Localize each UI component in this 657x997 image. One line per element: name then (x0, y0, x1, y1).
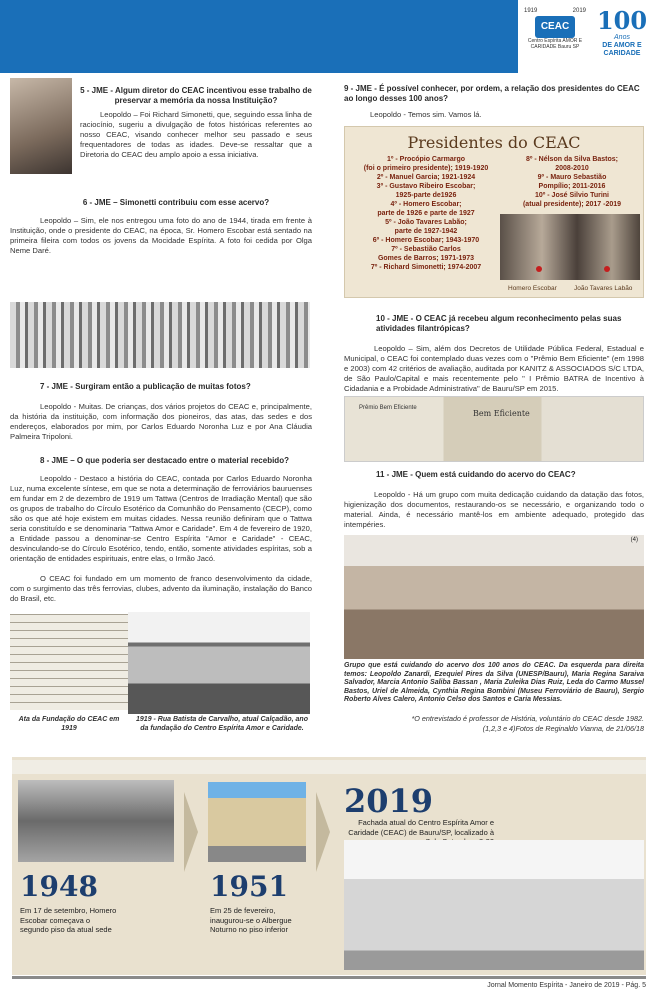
president-line: 6º - Homero Escobar; 1943-1970 (372, 237, 480, 244)
president-line: 7º - Sebastião Carlos (391, 246, 461, 253)
president-line: Gomes de Barros; 1971-1973 (377, 255, 475, 262)
answer-7: Leopoldo - Muitas. De crianças, dos vários projetos do CEAC e, principalmente, da história da instituição, com informação dos pioneiros, das atas, das sedes e dos endereços, elaborados por mim, por Carlos Eduardo Noronha Luz e por Ana Cláudia Palmeira Tripoloni. (10, 402, 312, 441)
president-line: 5º - João Tavares Labão; (385, 219, 467, 226)
portrait-photo (10, 78, 72, 174)
logo-year-start: 1919 (524, 8, 538, 14)
president-line: (atual presidente); 2017 -2019 (522, 201, 622, 208)
question-11: 11 - JME - Quem está cuidando do acervo do CEAC? (376, 470, 576, 479)
president-line: 3º - Gustavo Ribeiro Escobar; (376, 183, 476, 190)
anniversary-logo (590, 8, 654, 68)
marker-pin-icon (536, 266, 542, 272)
text-2019: Fachada atual do Centro Espírita Amor e Caridade (CEAC) de Bauru/SP, localizado à (348, 818, 494, 837)
footer-rule (12, 976, 646, 979)
answer-8b: O CEAC foi fundado em um momento de franco desenvolvimento da cidade, com o surgimento das três ferrovias, clubes, advento da iluminação, instalação do Banco do Brasil, etc. (10, 574, 312, 603)
answer-11: Leopoldo - Há um grupo com muita dedicação cuidando da datação das fotos, higienização dos documentos, restaurando-os se necessário, e organizando todo o material. Ainda, é necessário mantê-los em ambiente adequado, protegido das intempéries. (344, 490, 644, 529)
anniversary-number: 100 (596, 6, 648, 35)
presidents-title: Presidentes do CEAC (407, 133, 581, 152)
photo-credits: (1,2,3 e 4)Fotos de Reginaldo Vianna, de 21/06/18 (482, 724, 644, 733)
text-1948: Em 17 de setembro, Homero Escobar começava o segundo piso da atual sede (20, 906, 117, 934)
photo-2019-facade (344, 840, 644, 970)
timeline-arrow-icon (316, 792, 330, 872)
foundation-minutes-photo (10, 614, 132, 710)
presidents-photo-label-1: Homero Escobar (508, 285, 557, 292)
president-line: parte de 1927-1942 (394, 228, 458, 235)
answer-6: Leopoldo – Sim, ele nos entregou uma foto do ano de 1944, tirada em frente à Instituição, onde o presidente do CEAC, na época, Sr. Homero Escobar está sentado na primeira fileira com todos os jovens da Mocidade Espírita. A foto foi cedida por Olga Neme Daré. (10, 216, 312, 255)
plaque-1-label: Prêmio Bem Eficiente (359, 405, 417, 411)
logo-year-end: 2019 (572, 8, 586, 14)
timeline-arrow-icon (184, 792, 198, 872)
answer-9: Leopoldo - Temos sim. Vamos lá. (370, 110, 482, 119)
plaque-2-label: Bem Eficiente (473, 409, 530, 418)
question-7: 7 - JME - Surgiram então a publicação de muitas fotos? (40, 382, 251, 391)
year-1951: 1951 (210, 870, 288, 903)
president-line: 1925-parte de1926 (395, 192, 457, 199)
president-line: 2008-2010 (555, 165, 589, 172)
marker-pin-icon (604, 266, 610, 272)
question-6: 6 - JME – Simonetti contribuiu com esse acervo? (82, 198, 270, 207)
year-2019: 2019 (344, 782, 434, 820)
archive-team-photo (344, 535, 644, 659)
year-1948: 1948 (20, 870, 98, 903)
caption-street-1919: 1919 - Rua Batista de Carvalho, atual Calçadão, ano da fundação do Centro Espírita Amor e Caridade. (136, 716, 308, 732)
interviewee-note: *O entrevistado é professor de História, voluntário do CEAC desde 1982. (411, 714, 644, 723)
president-line: 1º - Procópio Carmargo (386, 156, 465, 163)
answer-10: Leopoldo – Sim, além dos Decretos de Utilidade Pública Federal, Estadual e Municipal, o CEAC foi contemplado duas vezes com o "Prêmio Bem Eficiente" (em 1998 e 2003) com 42 critérios de avaliação, auditada por KANITZ & ASSOCIADOS S/C LTDA, de São Paulo/Capital e mais recentemente pelo " I Prêmio BATRA de Incentivo à Cidadania e a Probidade Administrativa" de Bauru/SP em 2015. (344, 344, 644, 393)
presidents-photo-label-2: João Tavares Labão (574, 285, 633, 292)
logo-acronym: CEAC (535, 16, 575, 38)
street-photo-1919 (128, 612, 310, 714)
footer-text: Jornal Momento Espírita - Janeiro de 2019 - Pág. 5 (487, 982, 646, 989)
presidents-list-right (505, 155, 639, 209)
president-line: 2º - Manuel Garcia; 1921-1924 (376, 174, 476, 181)
answer-8a: Leopoldo - Destaco a história do CEAC, contada por Carlos Eduardo Noronha Luz, numa excelente síntese, em que se nota a determinação de ferroviários bauruenses em fundar em 2 de dezembro de 1919 um Tattwa (Centros de Irradiação Mental) que são os grupos de trabalho do Círculo Esotérico da Comunhão do Pensamento (CECP), como são os que até hoje existem em muitas cidades. Nessa reunião definiram que o Tattwa seria constituído e se denominaria "Tattwa Amor e Caridade". Em 4 de fevereiro de 1920, a Entidade passou a denominar-se Centro Espírita "Amor e Caridade" - CEAC, desvinculando-se do Círculo Esotérico, tendo, então, somente atividades espíritas, sob a orientação de entidades espirituais, entre elas, o Irmão Jacó. (10, 474, 312, 563)
president-line: 8º - Nélson da Silva Bastos; (525, 156, 619, 163)
answer-5: Leopoldo – Foi Richard Simonetti, que, seguindo essa linha de raciocínio, sugeriu a divulgação de fotos históricas referentes ao nosso CEAC, visando conhecer melhor seu passado e seus frequentadores de todas as idades. Deve-se ressaltar que a Diretoria do CEAC deu amplo apoio a essa iniciativa. (80, 110, 312, 159)
president-line: 7º - Richard Simonetti; 1974-2007 (370, 264, 482, 271)
caption-archive-team: Grupo que está cuidando do acervo dos 100 anos do CEAC. Da esquerda para direita temos: Leopoldo Zanardi, Ezequiel Pires da Silva (UNESP/Bauru), Maria Regina Saraiva Salvador, Marcia Antonio Saliba Bassan , Maria Zuleika Dias Ruiz, Leda do Carmo Mussel Bastos, Uriel de Almeida, Cynthia Regina Bombini (Museu Ferroviário de Bauru), Sergio Roberto Alves Calero, Antonio Celso dos Santos e Caria Messias. (344, 662, 644, 703)
president-line: (foi o primeiro presidente); 1919-1920 (363, 165, 489, 172)
president-line: 9º - Mauro Sebastião (537, 174, 607, 181)
president-line: 10º - José Silvio Turini (534, 192, 609, 199)
question-10: 10 - JME - O CEAC já recebeu algum reconhecimento pelas suas atividades filantrópicas? (376, 314, 622, 333)
question-8: 8 - JME – O que poderia ser destacado entre o material recebido? (40, 456, 289, 465)
logo-subtitle: Centro Espírita AMOR E CARIDADE Bauru SP (527, 38, 583, 50)
photo-1948 (18, 780, 174, 862)
president-line: Pompílio; 2011-2016 (538, 183, 606, 190)
question-9: 9 - JME - É possível conhecer, por ordem, a relação dos presidentes do CEAC ao longo desses 100 anos? (344, 84, 640, 103)
text-1951: Em 25 de fevereiro, inaugurou-se o Albergue Noturno no piso inferior (210, 906, 292, 934)
youth-group-photo-1944 (10, 302, 310, 368)
award-plaques-photo (344, 396, 644, 462)
anniversary-word: Anos (614, 34, 630, 41)
anniversary-subtitle: DE AMOR E CARIDADE (602, 42, 642, 57)
presidents-list-left (351, 155, 501, 272)
question-5: 5 - JME - Algum diretor do CEAC incentivou esse trabalho de preservar a memória da nossa Instituição? (80, 86, 312, 105)
photo-number: (4) (630, 537, 638, 543)
president-line: parte de 1926 e parte de 1927 (377, 210, 475, 217)
header-banner (0, 0, 518, 73)
photo-1951 (208, 782, 306, 862)
caption-foundation-minutes: Ata da Fundação do CEAC em 1919 (18, 716, 120, 732)
presidents-photo (500, 214, 640, 280)
timeline-ruler (12, 760, 646, 774)
ceac-logo (524, 8, 586, 68)
president-line: 4º - Homero Escobar; (390, 201, 462, 208)
